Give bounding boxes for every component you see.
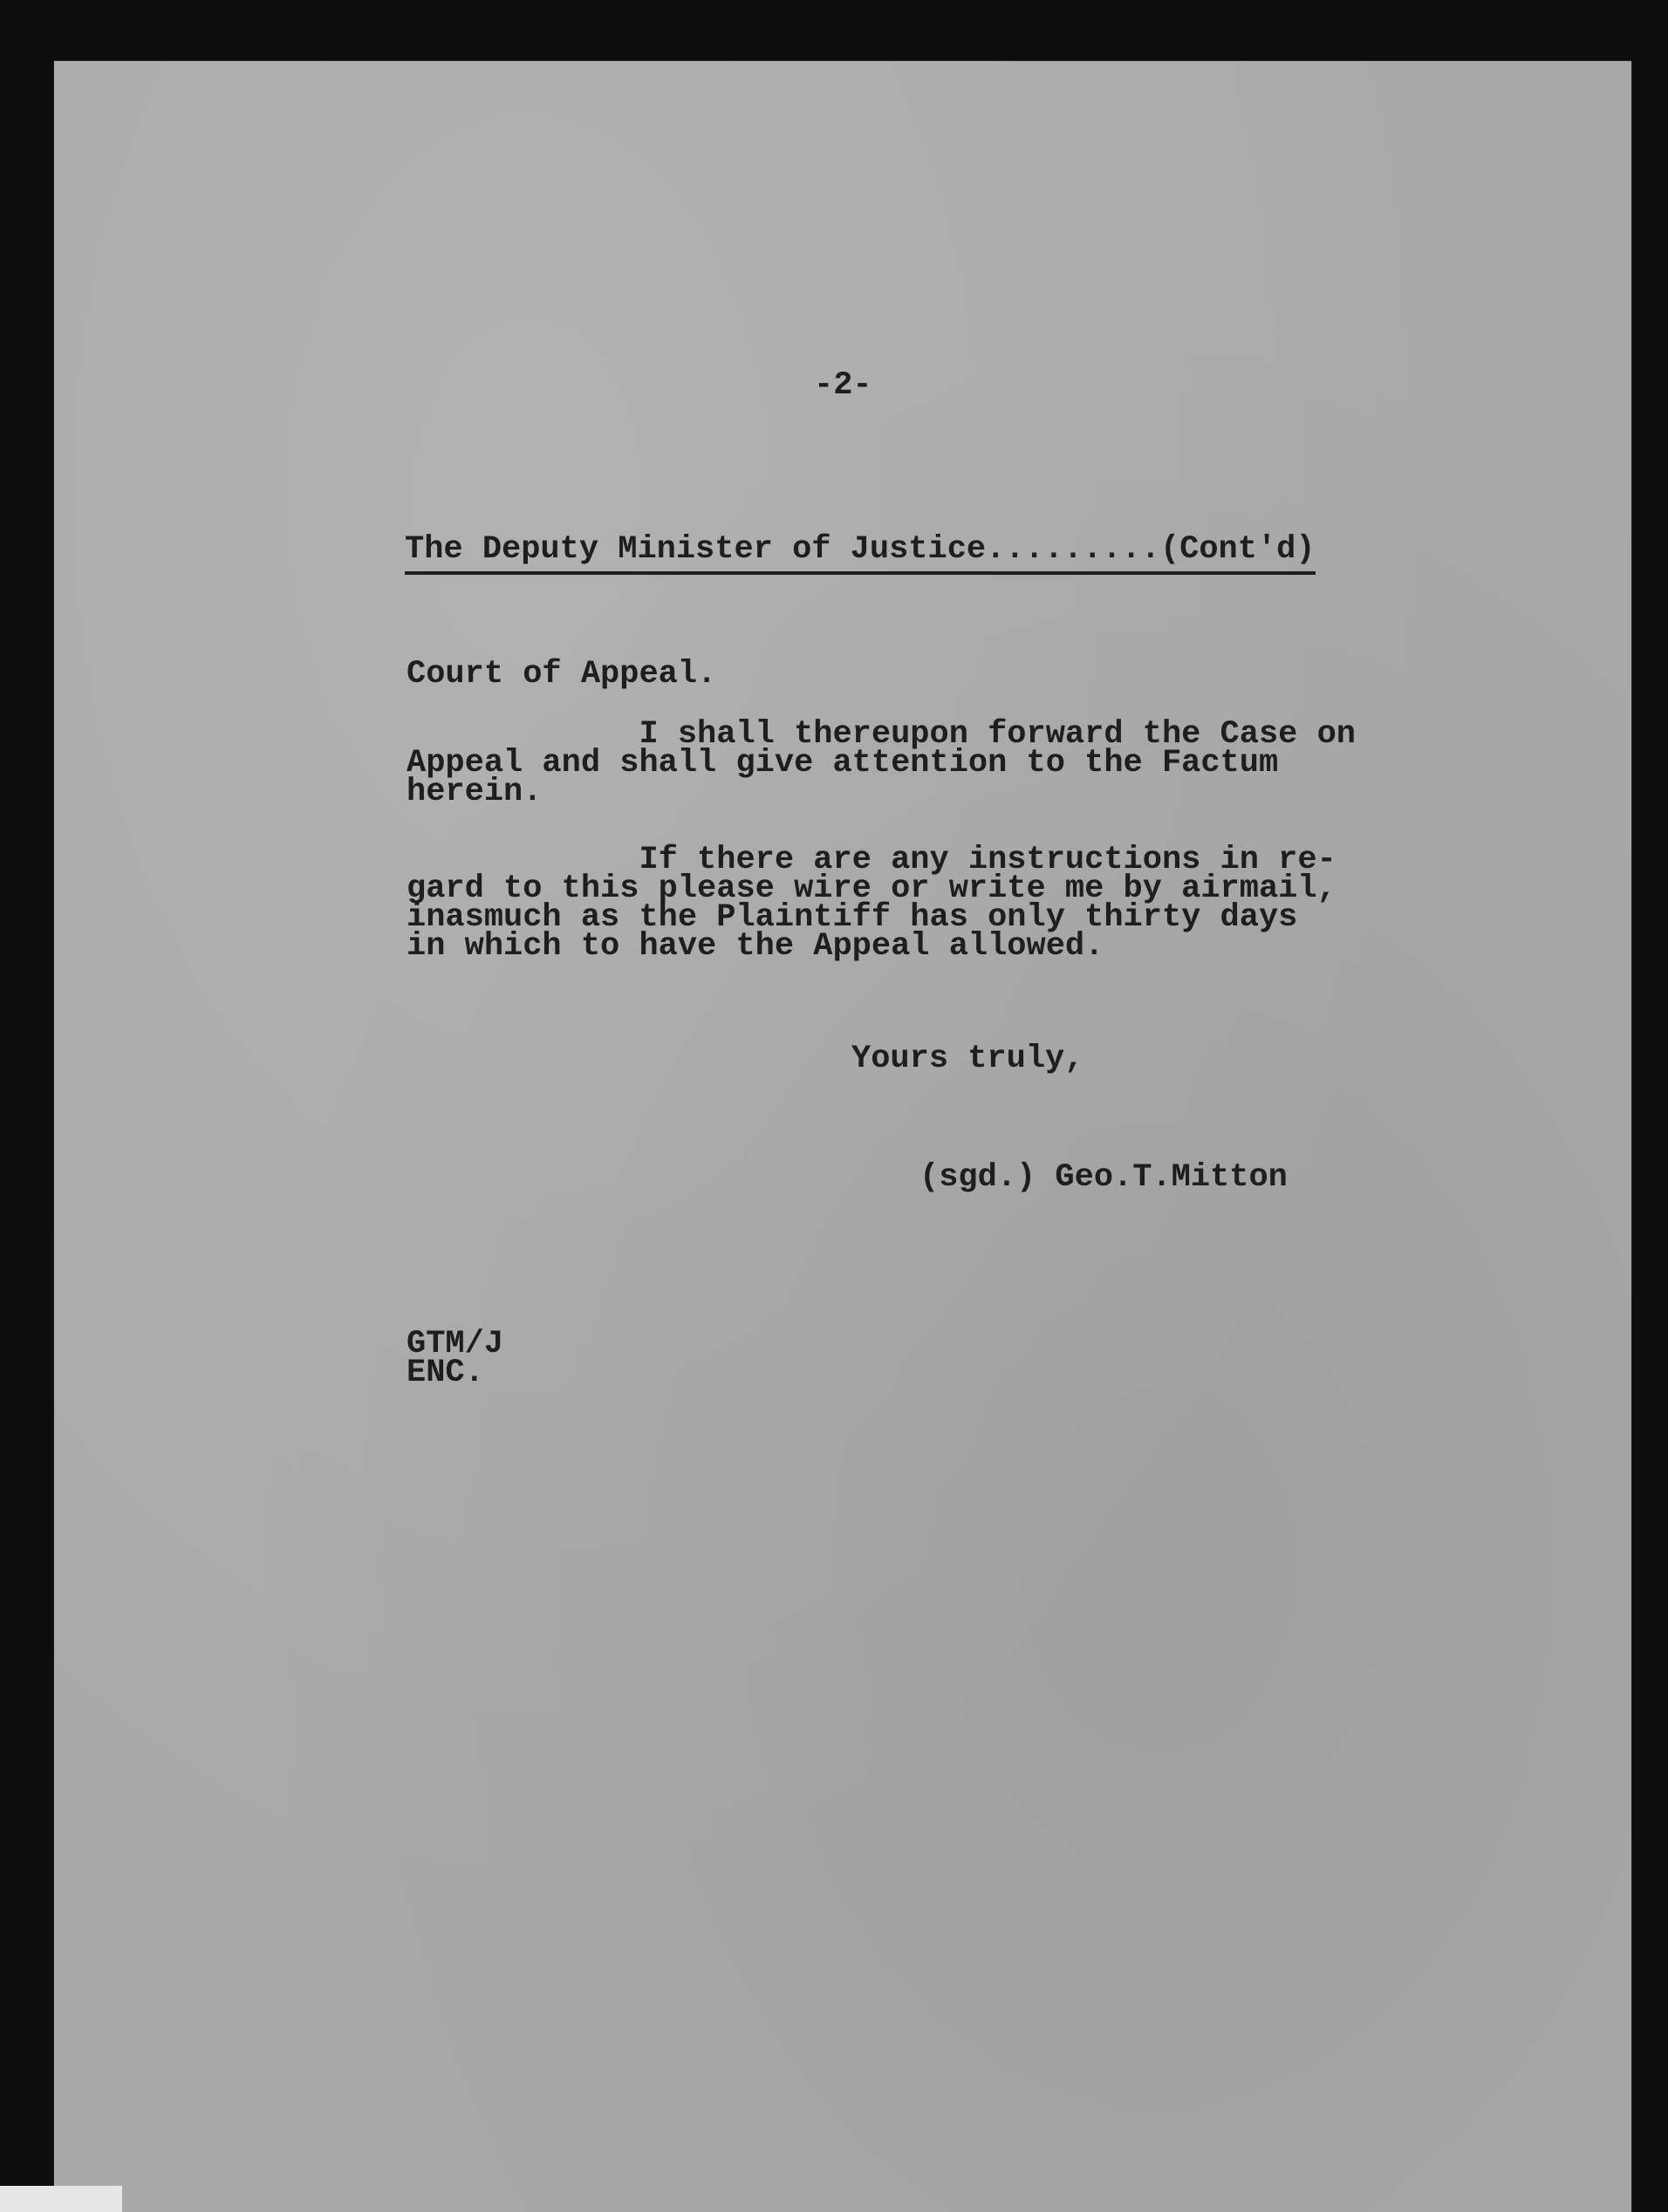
continuation-heading: The Deputy Minister of Justice.........(Cont'd) [405,534,1316,575]
paragraph-instructions: If there are any instructions in re- gard to this please wire or write me by airmail, inasmuch as the Plaintiff has only thirty days in which to have the Appeal allowed. [407,842,1336,965]
paragraph-court-of-appeal: Court of Appeal. [407,656,717,693]
film-label-tab [0,2186,122,2212]
signature-line: (sgd.) Geo.T.Mitton [919,1159,1288,1196]
closing-salutation: Yours truly, [851,1041,1084,1077]
page-number: -2- [814,367,872,404]
reference-initials: GTM/J ENC. [407,1326,504,1391]
paragraph-forward-case: I shall thereupon forward the Case on Appeal and shall give attention to the Factum herein. [407,716,1356,810]
